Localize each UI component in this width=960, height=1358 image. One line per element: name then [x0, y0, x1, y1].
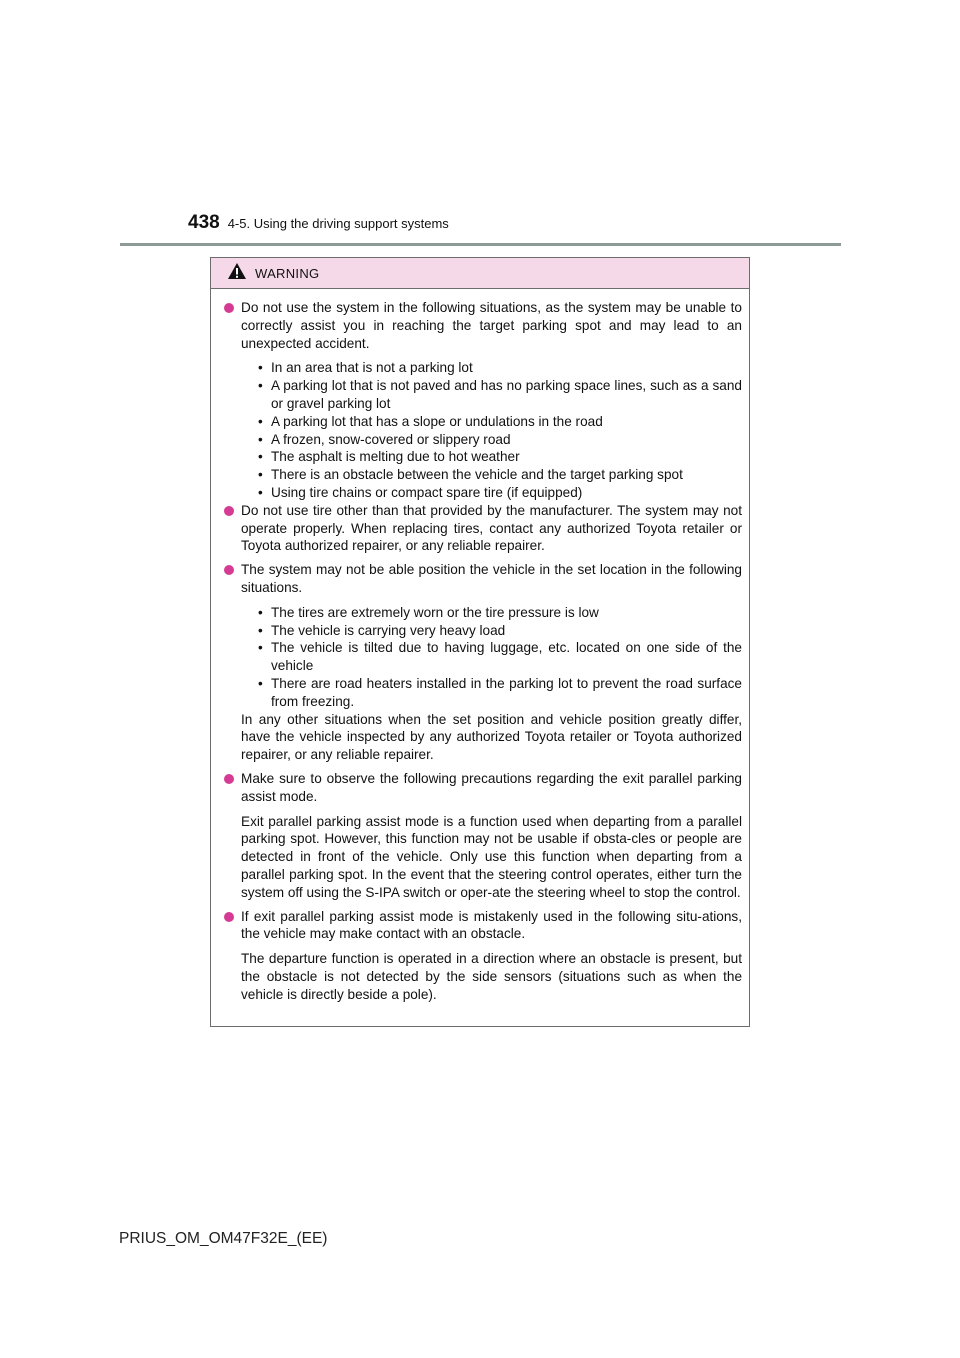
warning-item-text: If exit parallel parking assist mode is mistakenly used in the following situ-ations, the vehicle may make contact with an obstacle. [241, 908, 742, 942]
bullet-dot [224, 912, 234, 922]
warning-item-paragraph: The departure function is operated in a direction where an obstacle is present, but the obstacle is not detected by the side sensors (situations such as when the vehicle is directly beside a pole). [241, 951, 742, 1002]
section-title: 4-5. Using the driving support systems [227, 216, 449, 231]
warning-item-paragraph: Exit parallel parking assist mode is a function used when departing from a parallel parking spot. However, this function may not be usable if obsta-cles or people are detected in front of the vehicle. Only use this function when departing from a parallel parking spot. In the event that the steering control operates, either turn the system off using the S-IPA switch or oper-ate the steering wheel to stop the control. [241, 813, 742, 900]
list-item: • The tires are extremely worn or the tire pressure is low [258, 604, 742, 622]
doc-code: PRIUS_OM_OM47F32E_(EE) [119, 1230, 328, 1247]
list-item: • A parking lot that has a slope or undulations in the road [258, 413, 742, 431]
bullet-dot [224, 565, 234, 575]
warning-item [224, 770, 742, 806]
list-item: • There are road heaters installed in the parking lot to prevent the road surface from freezing. [258, 675, 742, 711]
warning-item-note: In any other situations when the set position and vehicle position greatly differ, have the vehicle inspected by any authorized Toyota retailer or Toyota authorized repairer, or any reliable repairer. [241, 711, 742, 763]
warning-item-text: Do not use tire other than that provided by the manufacturer. The system may not operate properly. When replacing tires, contact any authorized Toyota retailer or Toyota authorized repairer, or any reliable repairer. [241, 502, 742, 554]
warning-box [210, 257, 750, 1027]
warning-item [224, 908, 742, 944]
warning-item [224, 561, 742, 597]
sub-list [224, 604, 742, 711]
page-header [188, 212, 449, 234]
sub-list [224, 359, 742, 501]
warning-header [211, 258, 749, 289]
bullet-dot [224, 774, 234, 784]
warning-item-text: Do not use the system in the following situations, as the system may be unable to correctly assist you in reaching the target parking spot and may lead to an unexpected accident. [241, 300, 742, 351]
list-item: • There is an obstacle between the vehicle and the target parking spot [258, 466, 742, 484]
warning-triangle-icon [227, 262, 247, 285]
list-item: • The vehicle is carrying very heavy load [258, 622, 742, 640]
list-item: • A parking lot that is not paved and has no parking space lines, such as a sand or gravel parking lot [258, 377, 742, 413]
list-item: • Using tire chains or compact spare tire (if equipped) [258, 484, 742, 502]
header-rule [120, 243, 841, 246]
warning-item [224, 502, 742, 555]
list-item: • In an area that is not a parking lot [258, 359, 742, 377]
warning-body [211, 289, 749, 1003]
warning-item-text: Make sure to observe the following precautions regarding the exit parallel parking assist mode. [241, 770, 742, 804]
page-number: 438 [188, 212, 220, 233]
list-item: • The asphalt is melting due to hot weather [258, 448, 742, 466]
warning-label: WARNING [255, 265, 320, 281]
list-item: • The vehicle is tilted due to having luggage, etc. located on one side of the vehicle [258, 639, 742, 675]
warning-item-text: The system may not be able position the vehicle in the set location in the following situations. [241, 562, 742, 595]
bullet-dot [224, 303, 234, 313]
bullet-dot [224, 506, 234, 516]
list-item: • A frozen, snow-covered or slippery road [258, 431, 742, 449]
warning-item [224, 299, 742, 352]
